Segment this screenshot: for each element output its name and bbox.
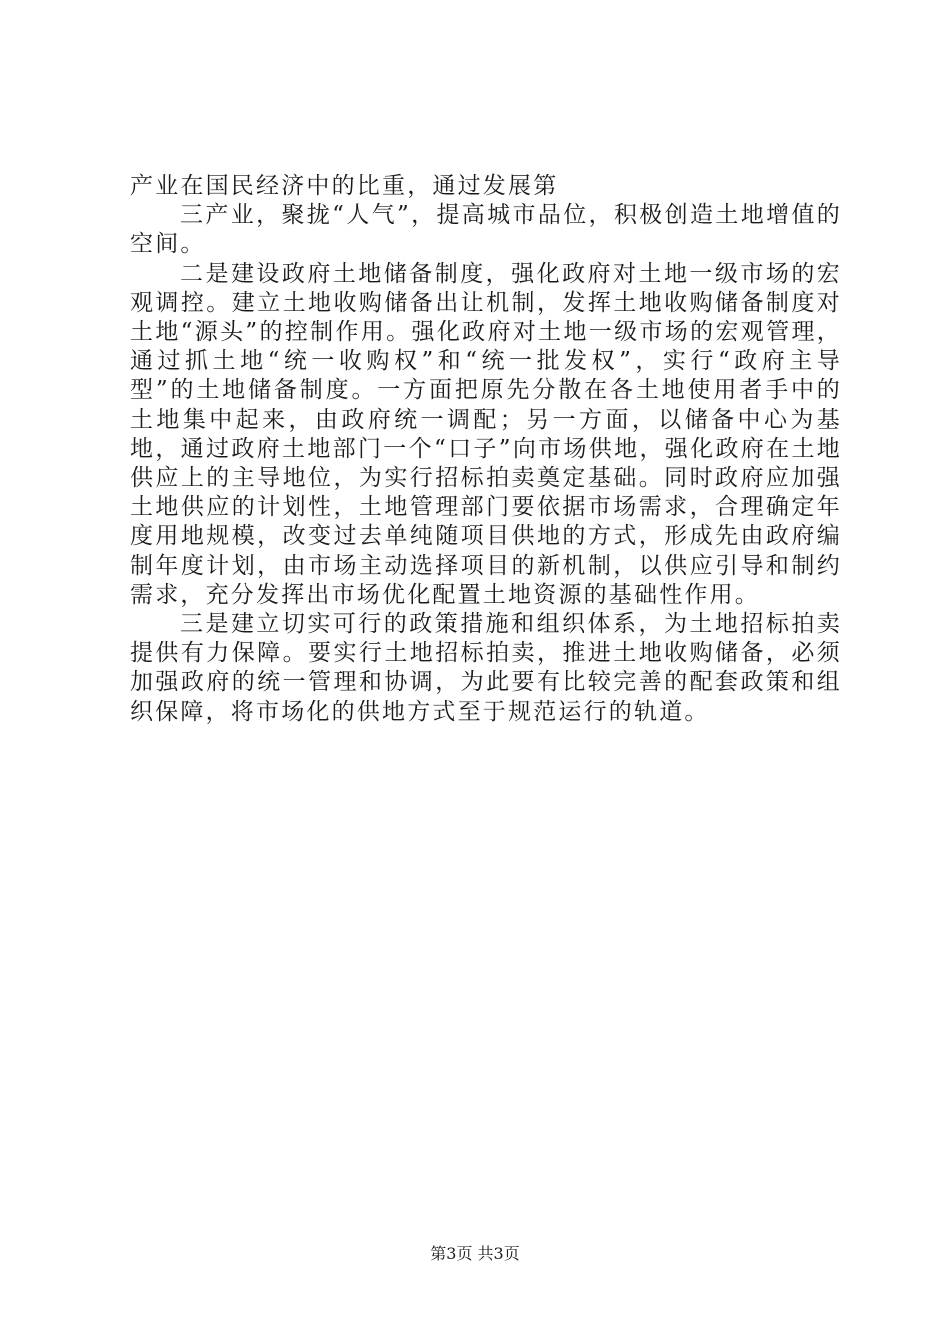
document-body: [130, 172, 842, 727]
paragraph-1: 产业在国民经济中的比重，通过发展第: [130, 173, 559, 199]
paragraph-3: 二是建设政府土地储备制度，强化政府对土地一级市场的宏观调控。建立土地收购储备出让机制，发挥土地收购储备制度对土地“源头”的控制作用。强化政府对土地一级市场的宏观管理，通过抓土地“统一收购权”和“统一批发权”，实行“政府主导型”的土地储备制度。一方面把原先分散在各土地使用者手中的土地集中起来，由政府统一调配；另一方面，以储备中心为基地，通过政府土地部门一个“口子”向市场供地，强化政府在土地供应上的主导地位，为实行招标拍卖奠定基础。同时政府应加强土地供应的计划性，土地管理部门要依据市场需求，合理确定年度用地规模，改变过去单纯随项目供地的方式，形成先由政府编制年度计划，由市场主动选择项目的新机制，以供应引导和制约需求，充分发挥出市场优化配置土地资源的基础性作用。: [130, 260, 842, 608]
paragraph-4: 三是建立切实可行的政策措施和组织体系，为土地招标拍卖提供有力保障。要实行土地招标拍卖，推进土地收购储备，必须加强政府的统一管理和协调，为此要有比较完善的配套政策和组织保障，将市场化的供地方式至于规范运行的轨道。: [130, 611, 842, 725]
page-number-footer: 第3页 共3页: [430, 1244, 520, 1263]
paragraph-2: 三产业，聚拢“人气”，提高城市品位，积极创造土地增值的空间。: [130, 202, 842, 258]
